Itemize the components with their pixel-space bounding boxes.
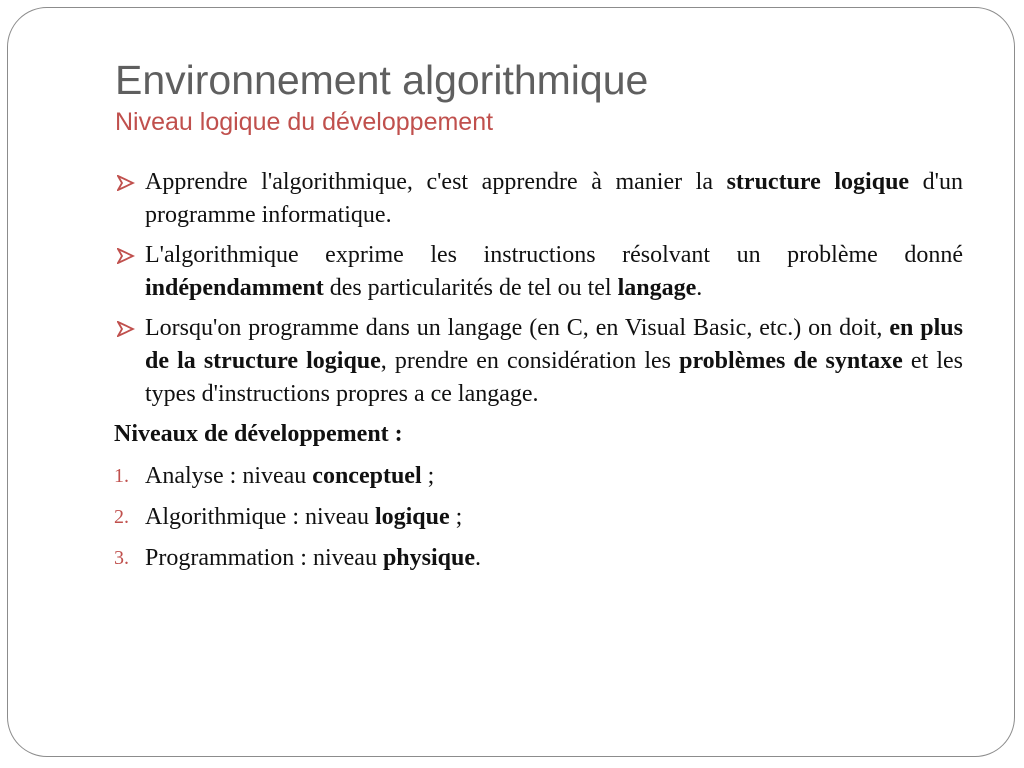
- bullet-text: .: [696, 275, 703, 301]
- slide: [7, 7, 1015, 757]
- bullet-text: , prendre en considération les: [380, 348, 680, 374]
- level-text: ;: [449, 504, 463, 530]
- slide-subtitle: Niveau logique du développement: [115, 108, 494, 137]
- level-text: ;: [421, 463, 435, 489]
- list-number: 3.: [114, 547, 129, 569]
- levels-heading: Niveaux de développement :: [114, 421, 403, 447]
- bullet-item: [114, 239, 963, 305]
- level-text: Analyse : niveau: [145, 463, 313, 489]
- level-text: .: [475, 545, 482, 571]
- arrow-bullet-icon: [117, 166, 135, 191]
- list-number: 1.: [114, 465, 129, 487]
- bullet-bold-text: langage: [617, 275, 697, 301]
- bullet-text: d'un programme informatique.: [145, 169, 963, 228]
- bullet-item: [114, 312, 963, 411]
- level-item-algorithmique: [114, 501, 963, 534]
- level-bold-text: logique: [374, 504, 450, 530]
- bullet-text: Apprendre l'algorithmique, c'est apprendre à manier la: [145, 169, 727, 195]
- bullet-bold-text: en plus de la structure logique: [145, 315, 963, 374]
- bullet-text: L'algorithmique exprime les instructions résolvant un problème donné: [145, 242, 963, 268]
- bullet-bold-text: indépendamment: [145, 275, 324, 301]
- title-block: [115, 58, 975, 137]
- bullet-text: et les types d'instructions propres a ce langage.: [145, 348, 963, 407]
- level-text: Programmation : niveau: [145, 545, 383, 571]
- bullet-item: [114, 166, 963, 232]
- level-bold-text: conceptuel: [312, 463, 422, 489]
- bullet-text: des particularités de tel ou tel: [323, 275, 618, 301]
- bullet-bold-text: problèmes de syntaxe: [679, 348, 903, 374]
- arrow-bullet-icon: [117, 312, 135, 337]
- arrow-bullet-icon: [117, 239, 135, 264]
- bullet-bold-text: structure logique: [726, 169, 910, 195]
- list-number: 2.: [114, 506, 129, 528]
- level-text: Algorithmique : niveau: [145, 504, 375, 530]
- slide-title: Environnement algorithmique: [115, 57, 649, 103]
- level-bold-text: physique: [382, 545, 476, 571]
- slide-content: [114, 166, 963, 583]
- bullet-text: Lorsqu'on programme dans un langage (en C, en Visual Basic, etc.) on doit,: [145, 315, 890, 341]
- level-item-analyse: [114, 460, 963, 493]
- level-item-programmation: [114, 542, 963, 575]
